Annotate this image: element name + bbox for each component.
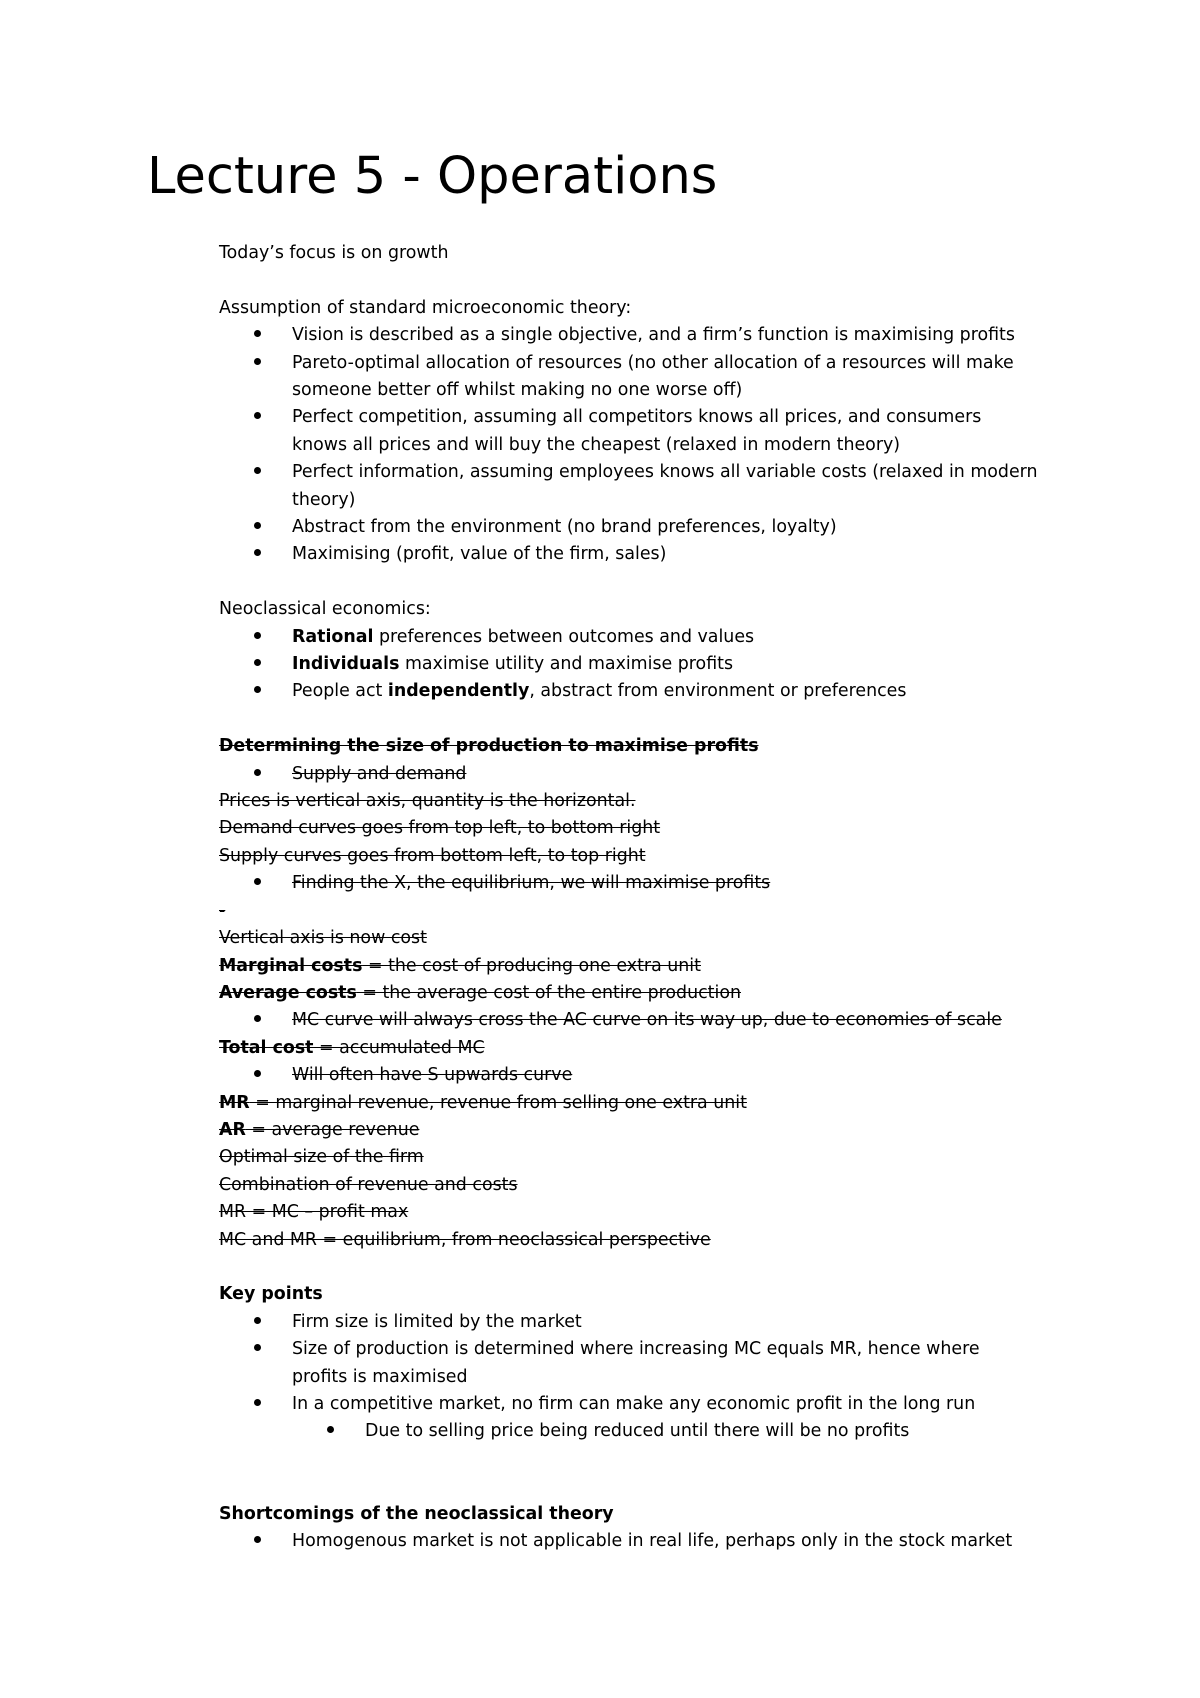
list-item: Pareto-optimal allocation of resources (no other allocation of a resources will make someone better off whilst making no one worse off) [219,350,1072,405]
struck-line: MR = marginal revenue, revenue from selling one extra unit [219,1092,747,1113]
list-item: Abstract from the environment (no brand preferences, loyalty) [219,514,1079,541]
struck-line: Prices is vertical axis, quantity is the horizontal. [219,791,636,812]
list-item: Maximising (profit, value of the firm, sales) [219,541,1079,568]
key-points-heading: Key points [219,1284,323,1305]
list-item: People act independently, abstract from environment or preferences [219,678,1079,705]
struck-line: MC and MR = equilibrium, from neoclassical perspective [219,1229,711,1250]
page-title: Lecture 5 - Operations [147,147,718,206]
struck-line: Optimal size of the firm [219,1147,424,1168]
intro-text: Today’s focus is on growth [219,243,449,263]
struck-line: Average costs = the average cost of the entire production [219,982,741,1003]
list-item: Vision is described as a single objective, and a firm’s function is maximising profits [219,322,1079,349]
struck-line: Vertical axis is now cost [219,928,427,949]
list-item: Perfect information, assuming employees knows all variable costs (relaxed in modern theory) [219,459,1082,514]
list-item: Firm size is limited by the market [219,1309,1079,1336]
struck-line: Marginal costs = the cost of producing one extra unit [219,955,701,976]
list-item: Size of production is determined where increasing MC equals MR, hence where profits is maximised [219,1336,992,1391]
list-item: Perfect competition, assuming all competitors knows all prices, and consumers knows all prices and will buy the cheapest (relaxed in modern theory) [219,404,1022,459]
neoclassical-heading: Neoclassical economics: [219,599,431,620]
list-item: Will often have S upwards curve [219,1062,1079,1089]
list-item: In a competitive market, no firm can make any economic profit in the long run [219,1391,1079,1418]
struck-line: MR = MC – profit max [219,1202,409,1223]
struck-line: Demand curves goes from top left, to bottom right [219,818,661,839]
list-item: Supply and demand [219,761,1079,788]
struck-section [219,733,1079,1254]
list-item: Rational preferences between outcomes and values [219,624,1079,651]
shortcomings-heading: Shortcomings of the neoclassical theory [219,1503,614,1524]
shortcomings-list [219,1528,1079,1555]
list-item: Homogenous market is not applicable in real life, perhaps only in the stock market [219,1528,1079,1555]
struck-line: Total cost = accumulated MC [219,1037,485,1058]
list-subitem: Due to selling price being reduced until there will be no profits [219,1418,1079,1445]
struck-dash: - [219,900,226,921]
key-points-list [219,1309,1079,1446]
document-body [219,240,1079,1555]
assumptions-heading: Assumption of standard microeconomic theory: [219,297,632,318]
struck-heading: Determining the size of production to maximise profits [219,736,759,757]
assumptions-list [219,322,1079,569]
struck-line: Supply curves goes from bottom left, to top right [219,845,646,866]
list-item: Finding the X, the equilibrium, we will maximise profits [219,870,1079,897]
struck-line: AR = average revenue [219,1119,420,1140]
neoclassical-list [219,624,1079,706]
struck-line: Combination of revenue and costs [219,1174,518,1195]
list-item: Individuals maximise utility and maximise profits [219,651,1079,678]
list-item: MC curve will always cross the AC curve on its way up, due to economies of scale [219,1007,1079,1034]
